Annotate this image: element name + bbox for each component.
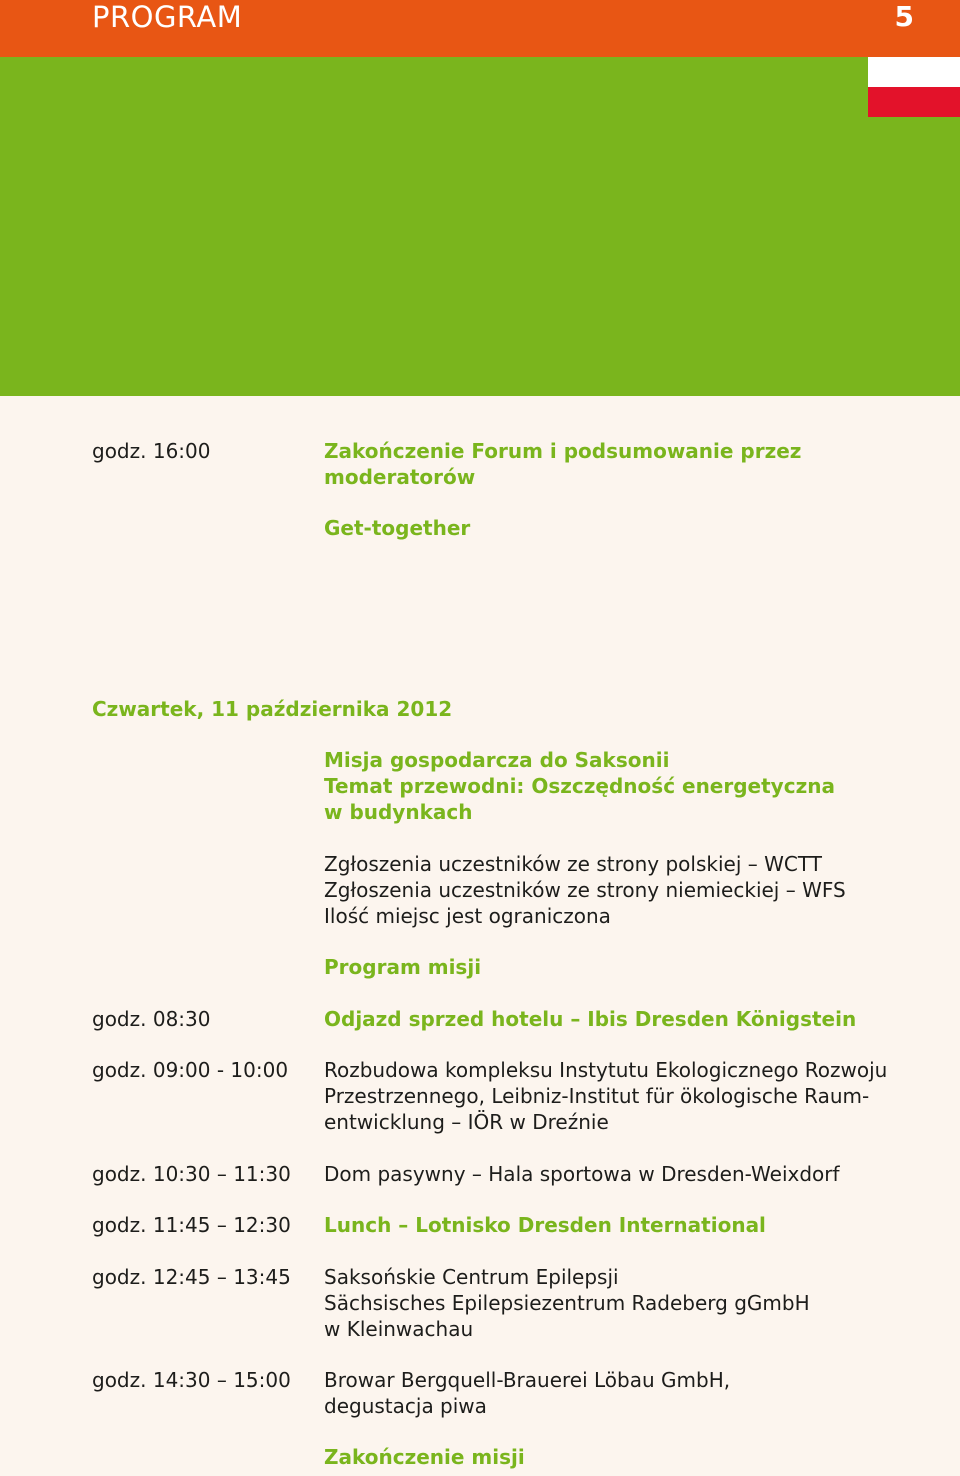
info-line-1: Zgłoszenia uczestników ze strony polskiej – WCTT <box>324 852 822 876</box>
forum-closing-title-line1: Zakończenie Forum i podsumowanie przez <box>324 439 802 463</box>
flag-red-stripe <box>868 87 960 117</box>
schedule-time-2: godz. 09:00 - 10:00 <box>92 1058 289 1082</box>
schedule-time-4: godz. 11:45 – 12:30 <box>92 1213 291 1237</box>
schedule-item-5-line2: Sächsisches Epilepsiezentrum Radeberg gGmbH <box>324 1291 810 1315</box>
schedule-item-1: Odjazd sprzed hotelu – Ibis Dresden Königstein <box>324 1007 857 1031</box>
header-bar <box>0 0 960 57</box>
schedule-time-6: godz. 14:30 – 15:00 <box>92 1368 291 1392</box>
schedule-item-6-line1: Browar Bergquell-Brauerei Löbau GmbH, <box>324 1368 731 1392</box>
mission-title-line3: w budynkach <box>324 800 473 824</box>
green-banner <box>0 57 960 396</box>
schedule-item-2-line3: entwicklung – IÖR w Dreźnie <box>324 1110 609 1134</box>
schedule-item-6-line2: degustacja piwa <box>324 1394 487 1418</box>
schedule-item-2-line1: Rozbudowa kompleksu Instytutu Ekologicznego Rozwoju <box>324 1058 888 1082</box>
flag-white-stripe <box>868 57 960 87</box>
schedule-time-3: godz. 10:30 – 11:30 <box>92 1162 291 1186</box>
schedule-time-5: godz. 12:45 – 13:45 <box>92 1265 291 1289</box>
schedule-item-5-line1: Saksońskie Centrum Epilepsji <box>324 1265 619 1289</box>
mission-title-line1: Misja gospodarcza do Saksonii <box>324 748 670 772</box>
polish-flag-icon <box>868 57 960 117</box>
time-1600: godz. 16:00 <box>92 439 211 463</box>
schedule-item-2-line2: Przestrzennego, Leibniz-Institut für ökologische Raum- <box>324 1084 870 1108</box>
day-heading: Czwartek, 11 października 2012 <box>92 697 453 721</box>
schedule-item-4: Lunch – Lotnisko Dresden International <box>324 1213 766 1237</box>
forum-closing-title-line2: moderatorów <box>324 465 476 489</box>
info-line-2: Zgłoszenia uczestników ze strony niemieckiej – WFS <box>324 878 846 902</box>
mission-title-line2: Temat przewodni: Oszczędność energetyczna <box>324 774 835 798</box>
program-heading: Program misji <box>324 955 482 979</box>
section-title: PROGRAM <box>92 0 243 34</box>
schedule-item-3: Dom pasywny – Hala sportowa w Dresden-Weixdorf <box>324 1162 840 1186</box>
mission-closing: Zakończenie misji <box>324 1445 525 1469</box>
schedule-item-5-line3: w Kleinwachau <box>324 1317 474 1341</box>
get-together-title: Get-together <box>324 516 471 540</box>
info-line-3: Ilość miejsc jest ograniczona <box>324 904 611 928</box>
page-number: 5 <box>894 0 914 33</box>
schedule-time-1: godz. 08:30 <box>92 1007 211 1031</box>
